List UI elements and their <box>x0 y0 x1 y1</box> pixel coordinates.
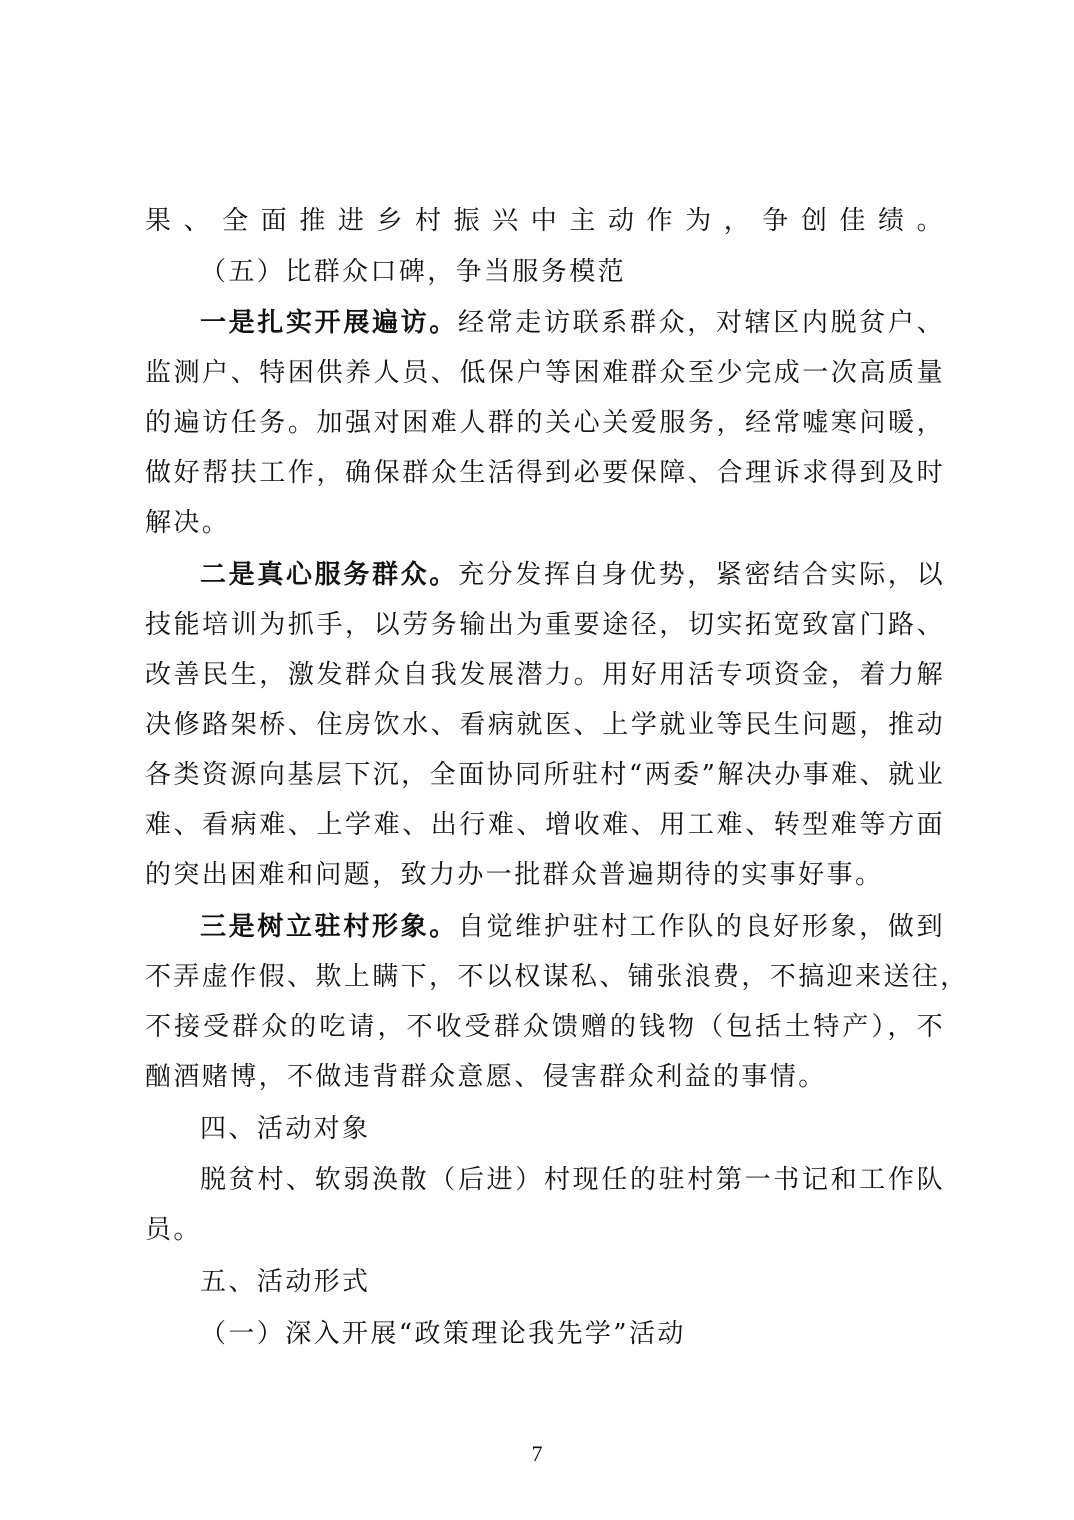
paragraph-line-lead-2 <box>200 558 945 592</box>
line-text: 的突出困难和问题，致力办一批群众普遍期待的实事好事。 <box>145 860 884 890</box>
paragraph-line <box>200 1163 945 1197</box>
page-number: 7 <box>531 1441 543 1466</box>
bold-lead-text: 二是真心服务群众。 <box>200 560 458 590</box>
line-text: 果、全面推进乡村振兴中主动作为，争创佳绩。 <box>145 206 945 236</box>
line-text: 技能培训为抓手，以劳务输出为重要途径，切实拓宽致富门路、 <box>145 610 945 640</box>
paragraph-line <box>145 406 945 440</box>
paragraph-line <box>145 808 945 842</box>
paragraph-line <box>145 708 945 742</box>
paragraph-line-end <box>145 1060 945 1094</box>
line-text: 不弄虚作假、欺上瞒下，不以权谋私、铺张浪费，不搞迎来送往， <box>145 962 969 992</box>
paragraph-line <box>145 456 945 490</box>
section-heading-5-form <box>200 1265 945 1299</box>
paragraph-line <box>145 758 945 792</box>
paragraph-line-end <box>145 506 945 540</box>
line-text: 酗酒赌博，不做违背群众意愿、侵害群众利益的事情。 <box>145 1062 827 1092</box>
line-text: 解决。 <box>145 508 231 538</box>
line-text: 四、活动对象 <box>200 1114 371 1144</box>
line-text: 五、活动形式 <box>200 1267 371 1297</box>
paragraph-line-continuation <box>145 204 945 238</box>
line-text: 不接受群众的吃请，不收受群众馈赠的钱物（包括土特产），不 <box>145 1012 945 1042</box>
line-text: 决修路架桥、住房饮水、看病就医、上学就业等民生问题，推动 <box>145 710 945 740</box>
paragraph-line-end <box>145 858 945 892</box>
line-text: 自觉维护驻村工作队的良好形象，做到 <box>457 912 945 942</box>
paragraph-line <box>145 608 945 642</box>
paragraph-line-lead-3 <box>200 910 945 944</box>
subsection-heading-1 <box>200 1317 945 1351</box>
bold-lead-text: 三是树立驻村形象。 <box>200 912 458 942</box>
bold-lead-text: 一是扎实开展遍访。 <box>200 308 458 338</box>
line-text: 的遍访任务。加强对困难人群的关心关爱服务，经常嘘寒问暖， <box>145 408 945 438</box>
line-text: （五）比群众口碑，争当服务模范 <box>200 257 627 287</box>
line-text: 各类资源向基层下沉，全面协同所驻村“两委”解决办事难、就业 <box>145 760 945 790</box>
section-heading-5 <box>200 255 945 289</box>
line-text: 改善民生，激发群众自我发展潜力。用好用活专项资金，着力解 <box>145 660 945 690</box>
paragraph-line <box>145 1010 945 1044</box>
section-heading-4 <box>200 1112 945 1146</box>
line-text: 员。 <box>145 1215 202 1245</box>
line-text: 充分发挥自身优势，紧密结合实际，以 <box>457 560 945 590</box>
line-text: 难、看病难、上学难、出行难、增收难、用工难、转型难等方面 <box>145 810 945 840</box>
line-text: 做好帮扶工作，确保群众生活得到必要保障、合理诉求得到及时 <box>145 458 945 488</box>
line-text: （一）深入开展“政策理论我先学”活动 <box>200 1319 686 1349</box>
paragraph-line-end <box>145 1213 945 1247</box>
paragraph-line <box>145 960 969 994</box>
line-text: 监测户、特困供养人员、低保户等困难群众至少完成一次高质量 <box>145 358 945 388</box>
paragraph-line <box>145 658 945 692</box>
line-text: 脱贫村、软弱涣散（后进）村现任的驻村第一书记和工作队 <box>200 1165 945 1195</box>
paragraph-line <box>145 356 945 390</box>
line-text: 经常走访联系群众，对辖区内脱贫户、 <box>457 308 945 338</box>
paragraph-line-lead-1 <box>200 306 945 340</box>
